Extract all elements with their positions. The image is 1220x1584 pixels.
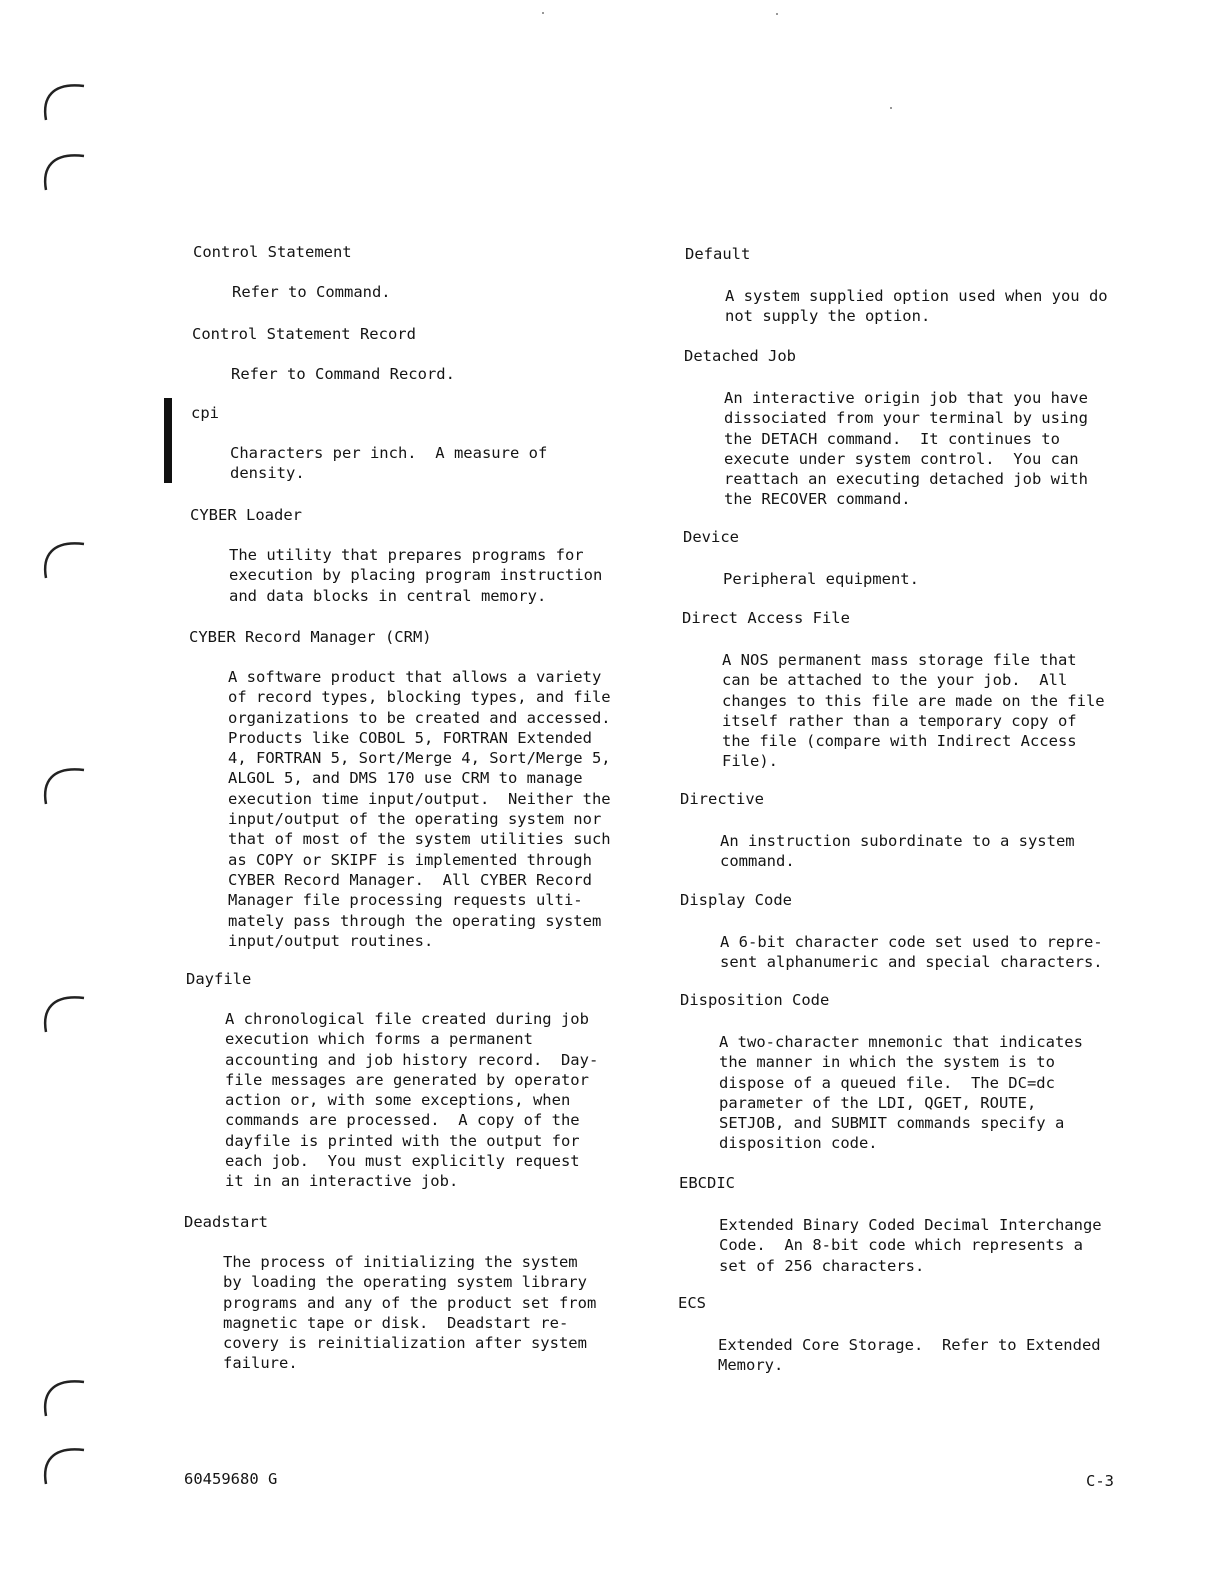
glossary-term: cpi — [191, 404, 219, 422]
binder-hole-mark — [40, 146, 88, 192]
definition-line: dispose of a queued file. The DC=dc — [719, 1073, 1055, 1092]
glossary-definition — [722, 650, 1105, 772]
glossary-definition — [719, 1215, 1102, 1276]
definition-line: 4, FORTRAN 5, Sort/Merge 4, Sort/Merge 5, — [228, 749, 611, 768]
revision-change-bar — [164, 398, 172, 483]
scan-speck — [542, 12, 544, 14]
glossary-definition — [725, 286, 1108, 327]
glossary-term: Directive — [680, 790, 764, 808]
binder-hole-mark — [40, 534, 88, 580]
definition-line: sent alphanumeric and special characters. — [720, 953, 1103, 972]
glossary-term: Display Code — [680, 891, 792, 909]
glossary-definition — [724, 388, 1088, 510]
definition-line: A software product that allows a variety — [228, 668, 602, 686]
binder-hole-mark — [40, 76, 88, 122]
definition-line: A system supplied option used when you do — [725, 287, 1108, 305]
definition-line: execution time input/output. Neither the — [228, 789, 611, 808]
binder-hole-mark — [40, 1440, 88, 1486]
glossary-term: Control Statement — [193, 243, 352, 261]
definition-line: command. — [720, 852, 795, 871]
glossary-definition — [230, 443, 547, 484]
definition-line: execution which forms a permanent — [225, 1030, 533, 1049]
definition-line: density. — [230, 464, 305, 483]
definition-line: disposition code. — [719, 1134, 878, 1153]
definition-line: covery is reinitialization after system — [223, 1334, 587, 1353]
definition-line: execute under system control. You can — [724, 449, 1079, 468]
definition-line: CYBER Record Manager. All CYBER Record — [228, 870, 592, 889]
definition-line: input/output routines. — [228, 931, 434, 950]
glossary-definition — [231, 364, 455, 384]
definition-line: Code. An 8-bit code which represents a — [719, 1236, 1083, 1255]
definition-line: that of most of the system utilities such — [228, 830, 611, 849]
definition-line: can be attached to the your job. All — [722, 671, 1068, 690]
definition-line: the RECOVER command. — [724, 490, 911, 509]
definition-line: magnetic tape or disk. Deadstart re- — [223, 1313, 569, 1332]
definition-line: An instruction subordinate to a system — [720, 832, 1075, 850]
definition-line: action or, with some exceptions, when — [225, 1091, 571, 1110]
glossary-term: Disposition Code — [680, 991, 830, 1009]
glossary-definition — [723, 569, 919, 589]
definition-line: parameter of the LDI, QGET, ROUTE, — [719, 1093, 1037, 1112]
definition-line: the file (compare with Indirect Access — [722, 732, 1077, 751]
definition-line: changes to this file are made on the file — [722, 691, 1105, 710]
definition-line: itself rather than a temporary copy of — [722, 711, 1077, 730]
definition-line: by loading the operating system library — [223, 1273, 587, 1292]
definition-line: A NOS permanent mass storage file that — [722, 651, 1077, 669]
definition-line: file messages are generated by operator — [225, 1070, 589, 1089]
definition-line: not supply the option. — [725, 307, 931, 326]
glossary-term: CYBER Loader — [190, 506, 302, 524]
definition-line: the manner in which the system is to — [719, 1053, 1055, 1072]
definition-line: Products like COBOL 5, FORTRAN Extended — [228, 728, 592, 747]
definition-line: Characters per inch. A measure of — [230, 444, 548, 462]
definition-line: failure. — [223, 1354, 298, 1373]
definition-line: each job. You must explicitly request — [225, 1152, 580, 1171]
definition-line: Refer to Command Record. — [231, 365, 455, 383]
definition-line: Peripheral equipment. — [723, 570, 919, 588]
definition-line: set of 256 characters. — [719, 1256, 925, 1275]
definition-line: and data blocks in central memory. — [229, 586, 547, 605]
scan-speck — [776, 13, 778, 15]
glossary-definition — [223, 1252, 596, 1374]
definition-line: it in an interactive job. — [225, 1172, 459, 1191]
glossary-term: EBCDIC — [679, 1174, 735, 1192]
definition-line: dissociated from your terminal by using — [724, 409, 1088, 428]
definition-line: programs and any of the product set from — [223, 1293, 597, 1312]
glossary-definition — [720, 932, 1103, 973]
definition-line: The process of initializing the system — [223, 1253, 578, 1271]
definition-line: A 6-bit character code set used to repre- — [720, 933, 1103, 951]
definition-line: accounting and job history record. Day- — [225, 1050, 599, 1069]
definition-line: Refer to Command. — [232, 283, 391, 301]
definition-line: An interactive origin job that you have — [724, 389, 1088, 407]
glossary-definition — [228, 667, 611, 951]
definition-line: Extended Binary Coded Decimal Interchange — [719, 1216, 1102, 1234]
binder-hole-mark — [40, 1372, 88, 1418]
glossary-definition — [232, 282, 391, 302]
document-number: 60459680 G — [184, 1470, 278, 1488]
definition-line: A chronological file created during job — [225, 1010, 589, 1028]
definition-line: File). — [722, 752, 778, 771]
definition-line: ALGOL 5, and DMS 170 use CRM to manage — [228, 769, 583, 788]
definition-line: Memory. — [718, 1356, 784, 1375]
definition-line: A two-character mnemonic that indicates — [719, 1033, 1083, 1051]
definition-line: the DETACH command. It continues to — [724, 429, 1060, 448]
definition-line: organizations to be created and accessed. — [228, 708, 611, 727]
definition-line: The utility that prepares programs for — [229, 546, 584, 564]
definition-line: Extended Core Storage. Refer to Extended — [718, 1336, 1101, 1354]
definition-line: SETJOB, and SUBMIT commands specify a — [719, 1114, 1065, 1133]
glossary-term: CYBER Record Manager (CRM) — [189, 628, 432, 646]
glossary-definition — [225, 1009, 598, 1192]
definition-line: input/output of the operating system nor — [228, 810, 602, 829]
scan-speck — [890, 107, 892, 109]
definition-line: commands are processed. A copy of the — [225, 1111, 580, 1130]
definition-line: reattach an executing detached job with — [724, 470, 1088, 489]
page-number: C-3 — [1086, 1472, 1114, 1490]
glossary-term: Detached Job — [684, 347, 796, 365]
glossary-term: Device — [683, 528, 739, 546]
glossary-term: Direct Access File — [682, 609, 850, 627]
glossary-term: ECS — [678, 1294, 706, 1312]
binder-hole-mark — [40, 988, 88, 1034]
glossary-definition — [229, 545, 602, 606]
glossary-term: Dayfile — [186, 970, 252, 988]
definition-line: of record types, blocking types, and file — [228, 688, 611, 707]
binder-hole-mark — [40, 760, 88, 806]
glossary-definition — [719, 1032, 1083, 1154]
definition-line: execution by placing program instruction — [229, 566, 603, 585]
glossary-term: Deadstart — [184, 1213, 268, 1231]
definition-line: dayfile is printed with the output for — [225, 1131, 580, 1150]
definition-line: mately pass through the operating system — [228, 911, 602, 930]
glossary-term: Default — [685, 245, 751, 263]
glossary-definition — [720, 831, 1075, 872]
definition-line: as COPY or SKIPF is implemented through — [228, 850, 592, 869]
definition-line: Manager file processing requests ulti- — [228, 891, 583, 910]
glossary-definition — [718, 1335, 1101, 1376]
glossary-term: Control Statement Record — [192, 325, 416, 343]
